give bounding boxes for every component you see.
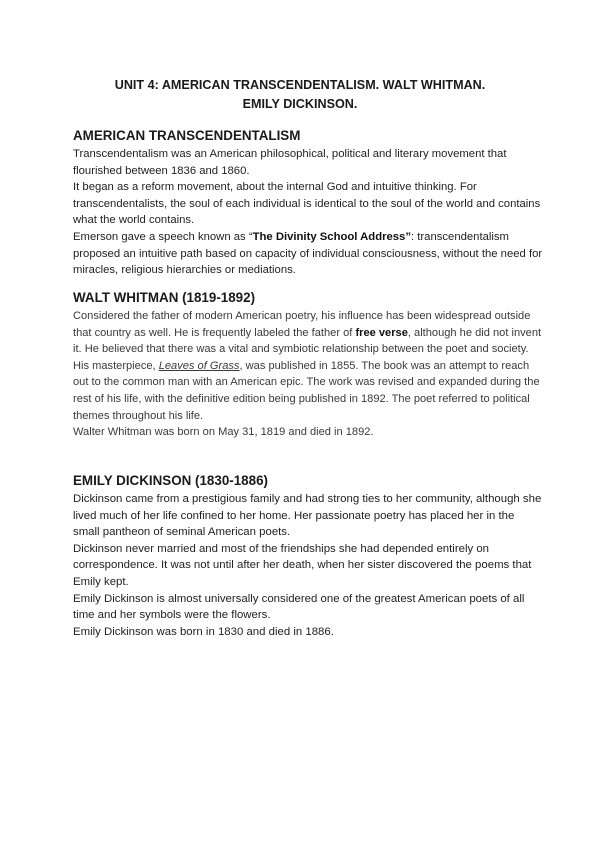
paragraph: Emily Dickinson is almost universally considered one of the greatest American poets of all time and her symbols were the flowers. <box>73 592 525 622</box>
text-run: Considered the father of modern American poetry, his influence has been widespread outside that country as well. He is frequently labeled the father of <box>73 310 531 339</box>
text-run: , was published in 1855. The book was an attempt to reach out to the common man with an American epic. The work was revised and expanded during the rest of his life, with the definitive edition being published in 1892. The poet referred to political themes throughout his life. <box>73 359 540 422</box>
paragraph: Emily Dickinson was born in 1830 and died in 1886. <box>73 625 334 638</box>
document-title <box>60 76 540 114</box>
book-title-leaves-of-grass: Leaves of Grass <box>158 359 240 372</box>
section-heading-transcendentalism: AMERICAN TRANSCENDENTALISM <box>73 128 301 143</box>
title-line-2: EMILY DICKINSON. <box>242 97 358 111</box>
text-run: His masterpiece, <box>73 359 159 372</box>
bold-term-free-verse: free verse <box>355 326 408 339</box>
bold-term-divinity-school-address: The Divinity School Address” <box>252 230 411 243</box>
text-run: Emerson gave a speech known as “ <box>73 230 253 243</box>
paragraph: Transcendentalism was an American philosophical, political and literary movement that flourished between 1836 and 1860. <box>73 148 507 177</box>
paragraph <box>73 229 543 279</box>
paragraph: Dickinson never married and most of the friendships she had depended entirely on correspondence. It was not until after her death, when her sister discovered the poems that Emily kept. <box>73 542 532 588</box>
section-heading-whitman: WALT WHITMAN (1819-1892) <box>73 290 256 305</box>
paragraph <box>73 358 543 424</box>
section-whitman <box>73 289 543 441</box>
paragraph: It began as a reform movement, about the internal God and intuitive thinking. For transcendentalists, the soul of each individual is identical to the soul of the world and contains what the world contains. <box>73 181 541 227</box>
paragraph: Dickinson came from a prestigious family and had strong ties to her community, although she lived much of her life confined to her home. Her passionate poetry has placed her in the small pantheon of seminal American poets. <box>73 493 542 539</box>
section-dickinson <box>73 472 543 640</box>
title-line-1: UNIT 4: AMERICAN TRANSCENDENTALISM. WALT WHITMAN. <box>114 78 486 92</box>
paragraph: Walter Whitman was born on May 31, 1819 and died in 1892. <box>73 426 374 439</box>
paragraph <box>73 308 543 358</box>
section-transcendentalism <box>73 127 543 279</box>
text-run: , although he did not invent it. He believed that there was a vital and symbiotic relationship between the poet and society. <box>73 326 542 356</box>
text-run: : transcendentalism proposed an intuitive path based on capacity of individual consciousness, without the need for miracles, religious hierarchies or mediations. <box>73 230 543 277</box>
section-heading-dickinson: EMILY DICKINSON (1830-1886) <box>73 473 268 488</box>
